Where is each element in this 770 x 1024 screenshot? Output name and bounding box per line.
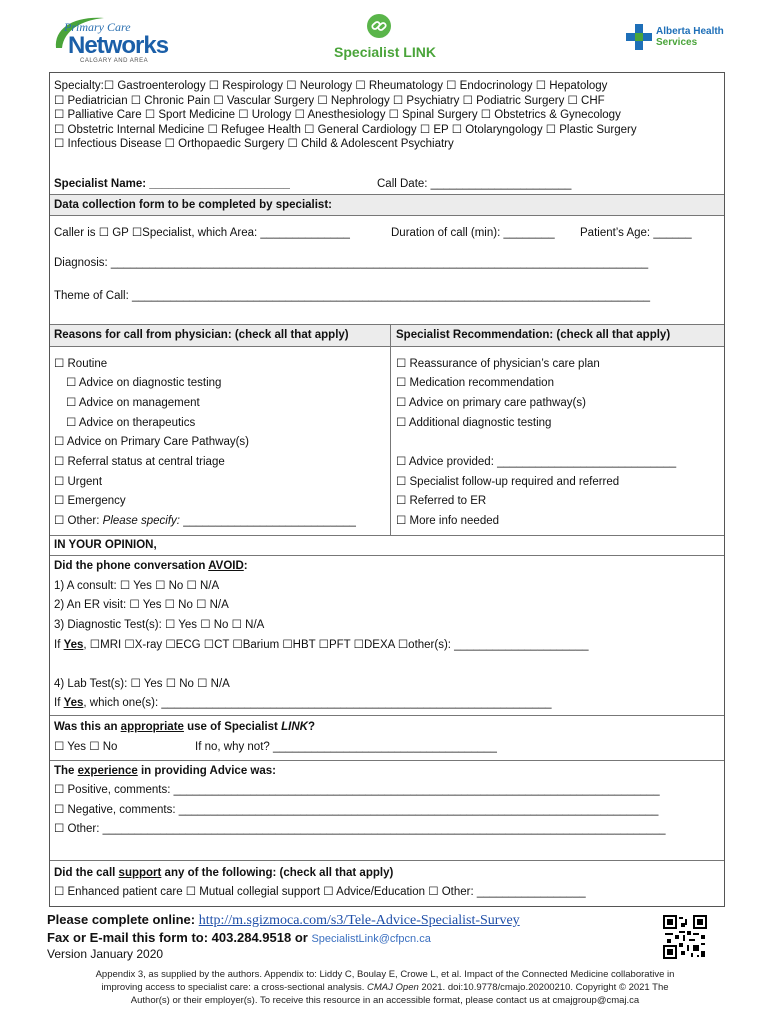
divider — [50, 215, 724, 216]
avoid-question — [54, 559, 248, 573]
footer-line-1: Appendix 3, as supplied by the authors. Appendix to: Liddy C, Boulay E, Crowe L, et al. Impact of the Connected Medicine collaborative in — [95, 969, 675, 980]
support-options[interactable]: ☐ Enhanced patient care ☐ Mutual collegial support ☐ Advice/Education ☐ Other: _________________ — [54, 886, 586, 898]
fax-email — [47, 930, 431, 945]
footer-line-2c: 2021. doi:10.9778/cmajo.20200210. Copyright © 2021 The — [418, 982, 669, 993]
recommendation-header: Specialist Recommendation: (check all that apply) — [396, 329, 671, 341]
fax-email-label: Fax or E-mail this form to: 403.284.9518 or — [47, 930, 312, 945]
experience-negative[interactable]: ☐ Negative, comments: ___________________________________________________________________________ — [54, 804, 659, 816]
specialist-name-field[interactable]: Specialist Name: ______________________ — [54, 178, 290, 190]
support-pre: Did the call — [54, 867, 119, 879]
support-post: any of the following: (check all that apply) — [161, 867, 394, 879]
specialty-line-4[interactable]: ☐ Obstetric Internal Medicine ☐ Refugee Health ☐ General Cardiology ☐ EP ☐ Otolaryngology ☐ Plastic Surgery — [54, 124, 637, 136]
complete-online-label: Please complete online: — [47, 912, 199, 927]
link-icon — [367, 14, 391, 38]
appropriate-link: LINK — [281, 721, 308, 733]
pcn-logo-networks: Networks — [68, 32, 169, 59]
qr-code-icon — [663, 915, 707, 959]
if-yes-test-options: , ☐MRI ☐X-ray ☐ECG ☐CT ☐Barium ☐HBT ☐PFT ☐DEXA ☐other(s): _____________________ — [83, 639, 589, 651]
reason-referral-status[interactable]: ☐ Referral status at central triage — [54, 456, 225, 468]
reason-therapeutics[interactable]: ☐ Advice on therapeutics — [66, 417, 196, 429]
divider — [50, 760, 724, 761]
citation-footer — [80, 968, 690, 1007]
caller-field[interactable]: Caller is ☐ GP ☐Specialist, which Area: ______________ — [54, 227, 350, 239]
rec-reassurance[interactable]: ☐ Reassurance of physician’s care plan — [396, 358, 600, 370]
lab-which[interactable] — [54, 696, 552, 710]
appropriate-yes-no[interactable]: ☐ Yes ☐ No — [54, 741, 118, 753]
ahs-logo — [626, 24, 724, 55]
experience-question — [54, 764, 276, 778]
reason-other-italic: Please specify: — [102, 515, 181, 527]
pcn-logo-primary: Primary Care — [64, 20, 131, 34]
ahs-line1: Alberta Health — [656, 26, 724, 37]
patient-age-field[interactable]: Patient’s Age: ______ — [580, 227, 692, 239]
reason-other[interactable] — [54, 514, 356, 528]
divider — [50, 535, 724, 536]
rec-more-info[interactable]: ☐ More info needed — [396, 515, 500, 527]
appropriate-post: ? — [307, 721, 315, 733]
reason-management[interactable]: ☐ Advice on management — [66, 397, 200, 409]
rec-advice-provided[interactable]: ☐ Advice provided: ____________________________ — [396, 456, 677, 468]
ahs-logo-text — [656, 26, 724, 48]
reason-other-prefix: ☐ Other: — [54, 515, 103, 527]
if-yes-emph: Yes — [63, 639, 84, 651]
avoid-diagnostic[interactable]: 3) Diagnostic Test(s): ☐ Yes ☐ No ☐ N/A — [54, 619, 265, 631]
rec-pathway[interactable]: ☐ Advice on primary care pathway(s) — [396, 397, 586, 409]
data-collection-header: Data collection form to be completed by specialist: — [54, 199, 332, 211]
avoid-consult[interactable]: 1) A consult: ☐ Yes ☐ No ☐ N/A — [54, 580, 220, 592]
support-emph: support — [118, 867, 162, 879]
lab-tests[interactable]: 4) Lab Test(s): ☐ Yes ☐ No ☐ N/A — [54, 678, 230, 690]
ahs-cross-icon — [626, 24, 652, 50]
ahs-line2: Services — [656, 37, 698, 48]
appropriate-question — [54, 720, 315, 734]
experience-emph: experience — [77, 765, 138, 777]
lab-which-pre: If — [54, 697, 64, 709]
divider — [50, 715, 724, 716]
specialty-line-3[interactable]: ☐ Palliative Care ☐ Sport Medicine ☐ Urology ☐ Anesthesiology ☐ Spinal Surgery ☐ Obstetrics & Gynecology — [54, 109, 621, 121]
appropriate-emph: appropriate — [120, 721, 184, 733]
rec-follow-up[interactable]: ☐ Specialist follow-up required and referred — [396, 476, 620, 488]
appropriate-pre: Was this an — [54, 721, 121, 733]
footer-line-2a: improving access to specialist care: a cross-sectional analysis. — [101, 982, 368, 993]
reason-diagnostic-testing[interactable]: ☐ Advice on diagnostic testing — [66, 377, 222, 389]
if-yes-tests[interactable] — [54, 638, 589, 652]
avoid-question-pre: Did the phone conversation — [54, 560, 209, 572]
divider — [50, 346, 724, 347]
duration-field[interactable]: Duration of call (min): ________ — [391, 227, 555, 239]
specialty-line-1[interactable]: Specialty:☐ Gastroenterology ☐ Respirology ☐ Neurology ☐ Rheumatology ☐ Endocrinology ☐ Hepatology — [54, 80, 608, 92]
reasons-header: Reasons for call from physician: (check all that apply) — [54, 329, 349, 341]
experience-other[interactable]: ☐ Other: ________________________________________________________________________________________ — [54, 823, 666, 835]
appropriate-mid: use of Specialist — [183, 721, 282, 733]
specialty-line-5[interactable]: ☐ Infectious Disease ☐ Orthopaedic Surgery ☐ Child & Adolescent Psychiatry — [54, 138, 454, 150]
lab-which-post: , which one(s): _____________________________________________________________ — [83, 697, 552, 709]
divider — [50, 555, 724, 556]
avoid-er-visit[interactable]: 2) An ER visit: ☐ Yes ☐ No ☐ N/A — [54, 599, 229, 611]
reason-pathway[interactable]: ☐ Advice on Primary Care Pathway(s) — [54, 436, 250, 448]
column-divider — [390, 324, 391, 535]
page-title: Specialist LINK — [334, 44, 436, 60]
reason-urgent[interactable]: ☐ Urgent — [54, 476, 103, 488]
theme-field[interactable]: Theme of Call: _________________________________________________________________________________ — [54, 290, 651, 302]
experience-pre: The — [54, 765, 78, 777]
footer-journal: CMAJ Open — [367, 982, 419, 993]
call-date-field[interactable]: Call Date: ______________________ — [377, 178, 572, 190]
avoid-question-emph: AVOID — [208, 560, 244, 572]
diagnosis-field[interactable]: Diagnosis: ____________________________________________________________________________________ — [54, 257, 649, 269]
divider — [50, 860, 724, 861]
reason-emergency[interactable]: ☐ Emergency — [54, 495, 126, 507]
rec-referred-er[interactable]: ☐ Referred to ER — [396, 495, 487, 507]
complete-online — [47, 912, 520, 929]
rec-diagnostic[interactable]: ☐ Additional diagnostic testing — [396, 417, 552, 429]
rec-medication[interactable]: ☐ Medication recommendation — [396, 377, 554, 389]
divider — [50, 324, 724, 325]
appropriate-why-field[interactable]: If no, why not? ___________________________________ — [195, 741, 497, 753]
pcn-logo-sub: CALGARY AND AREA — [80, 58, 149, 64]
specialist-form — [49, 72, 725, 907]
footer-line-2 — [80, 981, 690, 994]
avoid-question-post: : — [243, 560, 248, 572]
reason-routine[interactable]: ☐ Routine — [54, 358, 108, 370]
if-yes-pre: If — [54, 639, 64, 651]
divider — [50, 194, 724, 195]
footer-line-3: Author(s) or their employer(s). To receive this resource in an accessible format, please contact us at cmajgroup@cmaj.ca — [130, 995, 640, 1006]
specialty-line-2[interactable]: ☐ Pediatrician ☐ Chronic Pain ☐ Vascular Surgery ☐ Nephrology ☐ Psychiatry ☐ Podiatric Surgery ☐ CHF — [54, 95, 605, 107]
opinion-header: IN YOUR OPINION, — [54, 539, 157, 551]
email-link[interactable]: SpecialistLink@cfpcn.ca — [311, 933, 431, 945]
lab-which-emph: Yes — [63, 697, 84, 709]
survey-link[interactable]: http://m.sgizmoca.com/s3/Tele-Advice-Specialist-Survey — [198, 913, 520, 928]
support-question — [54, 866, 393, 880]
experience-positive[interactable]: ☐ Positive, comments: ____________________________________________________________________________ — [54, 784, 660, 796]
experience-post: in providing Advice was: — [137, 765, 276, 777]
version: Version January 2020 — [47, 947, 164, 961]
reason-other-blank: ___________________________ — [180, 515, 356, 527]
